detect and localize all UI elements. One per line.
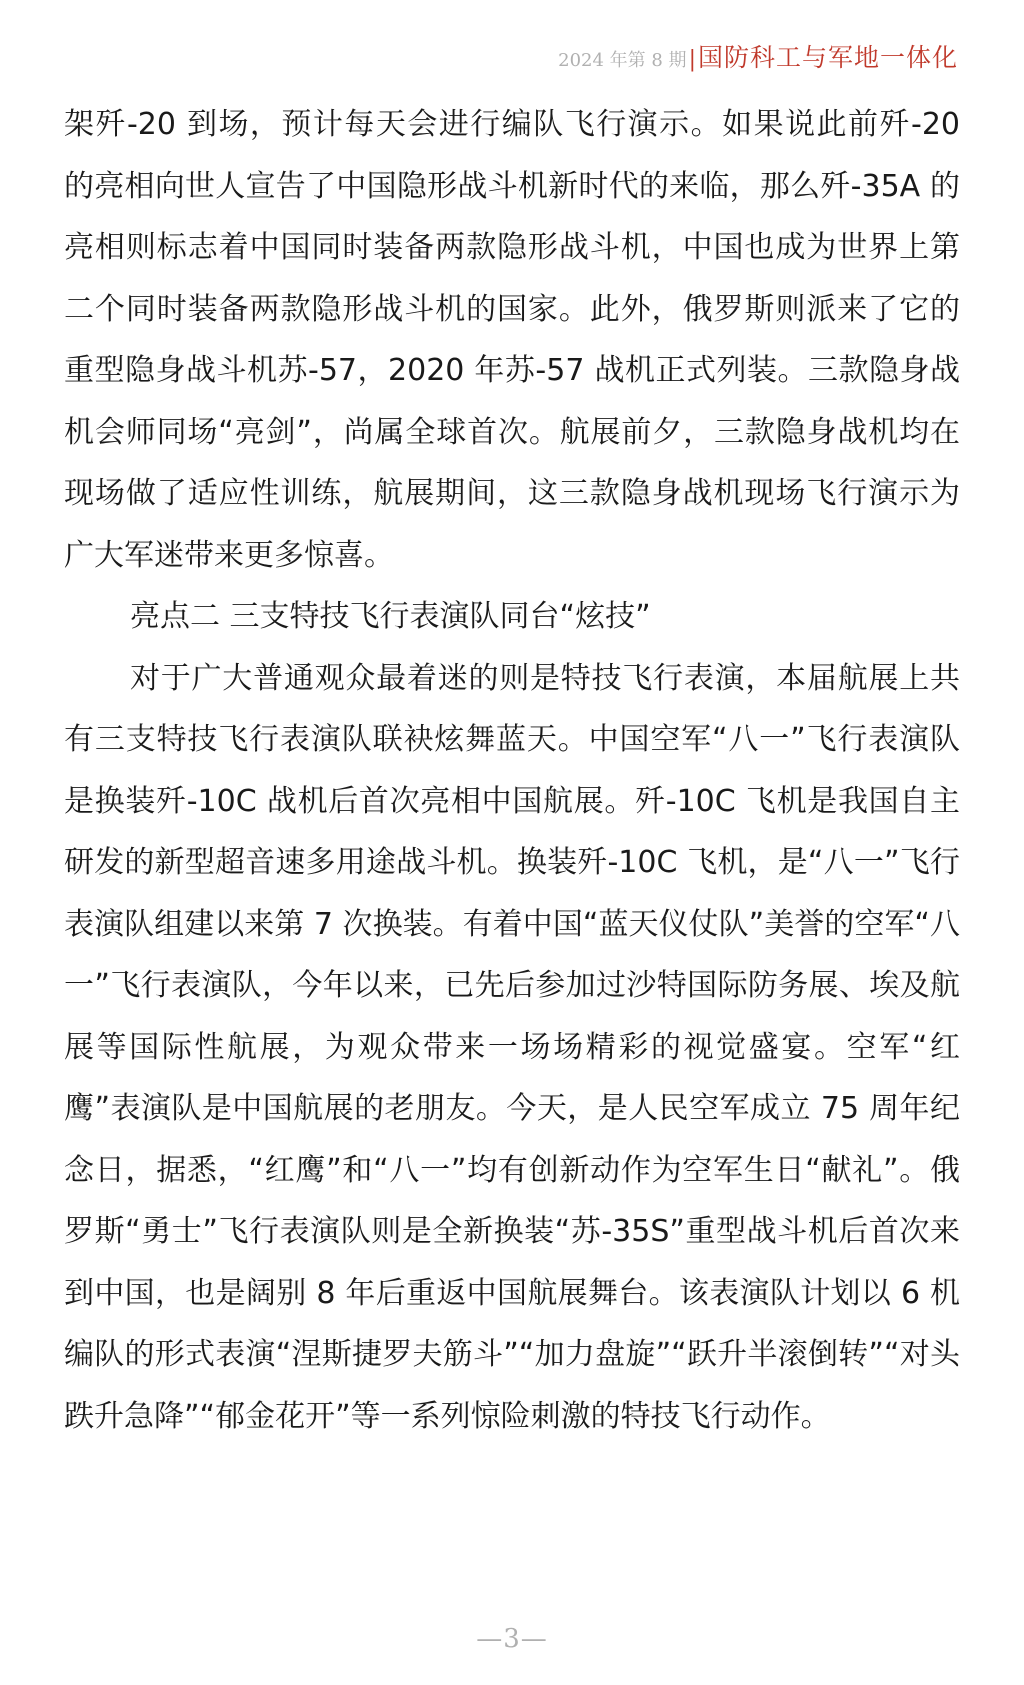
article-body xyxy=(64,94,960,1447)
page-number: —3— xyxy=(476,1624,548,1654)
paragraph-aerobatic-teams: 对于广大普通观众最着迷的则是特技飞行表演，本届航展上共有三支特技飞行表演队联袂炫舞蓝天。中国空军“八一”飞行表演队是换装歼-10C 战机后首次亮相中国航展。歼-10C 飞机是我国自主研发的新型超音速多用途战斗机。换装歼-10C 飞机，是“八一”飞行表演队组建以来第 7 次换装。有着中国“蓝天仪仗队”美誉的空军“八一”飞行表演队，今年以来，已先后参加过沙特国际防务展、埃及航展等国际性航展，为观众带来一场场精彩的视觉盛宴。空军“红鹰”表演队是中国航展的老朋友。今天，是人民空军成立 75 周年纪念日，据悉，“红鹰”和“八一”均有创新动作为空军生日“献礼”。俄罗斯“勇士”飞行表演队则是全新换装“苏-35S”重型战斗机后首次来到中国，也是阔别 8 年后重返中国航展舞台。该表演队计划以 6 机编队的形式表演“涅斯捷罗夫筋斗”“加力盘旋”“跃升半滚倒转”“对头跌升急降”“郁金花开”等一系列惊险刺激的特技飞行动作。 xyxy=(64,660,960,1434)
issue-label: 2024 年第 8 期 xyxy=(558,50,687,71)
paragraph-stealth-fighters: 架歼-20 到场，预计每天会进行编队飞行演示。如果说此前歼-20 的亮相向世人宣告了中国隐形战斗机新时代的来临，那么歼-35A 的亮相则标志着中国同时装备两款隐形战斗机，中国也成为世界上第二个同时装备两款隐形战斗机的国家。此外，俄罗斯则派来了它的重型隐身战斗机苏-57，2020 年苏-57 战机正式列装。三款隐身战机会师同场“亮剑”，尚属全球首次。航展前夕，三款隐身战机均在现场做了适应性训练，航展期间，这三款隐身战机现场飞行演示为广大军迷带来更多惊喜。 xyxy=(64,107,960,573)
section-heading: 亮点二 三支特技飞行表演队同台“炫技” xyxy=(130,599,651,634)
running-header xyxy=(558,38,958,72)
journal-title: 国防科工与军地一体化 xyxy=(697,43,958,72)
header-separator: | xyxy=(688,47,696,72)
